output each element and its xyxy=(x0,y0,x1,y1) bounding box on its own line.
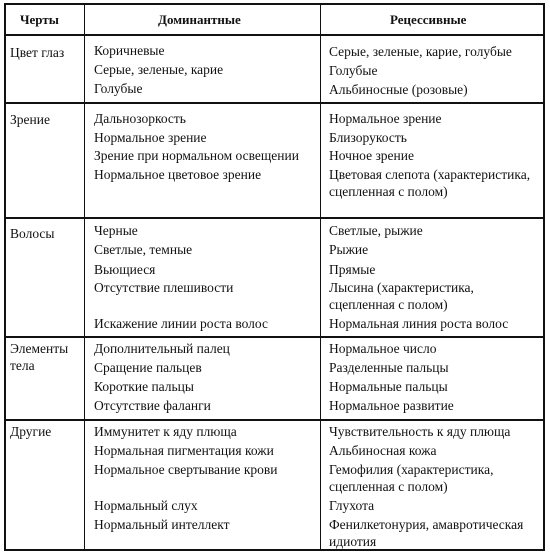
dominant-cell: Иммунитет к яду плюща xyxy=(94,424,237,439)
recessive-cell: Альбиносная кожа xyxy=(329,443,437,458)
recessive-cell: Цветовая слепота (характеристика, сцепленная с полом) xyxy=(329,167,531,199)
dominant-cell: Отсутствие фаланги xyxy=(94,398,211,413)
recessive-cell: Нормальное зрение xyxy=(329,111,442,126)
recessive-cell: Светлые, рыжие xyxy=(329,223,423,238)
dominant-cell: Короткие пальцы xyxy=(94,379,194,394)
header-traits: Черты xyxy=(20,12,59,27)
group-other xyxy=(6,421,543,549)
dominant-cell: Нормальный слух xyxy=(94,498,198,513)
dominant-cell: Черные xyxy=(94,223,138,238)
category-label: Зрение xyxy=(10,112,50,127)
recessive-cell: Разделенные пальцы xyxy=(329,360,449,375)
category-label: Другие xyxy=(10,424,52,439)
category-label: Волосы xyxy=(10,226,55,241)
dominant-cell: Голубые xyxy=(94,81,143,96)
recessive-cell: Рыжие xyxy=(329,242,369,257)
recessive-cell: Близорукость xyxy=(329,130,407,145)
dominant-cell: Нормальная пигментация кожи xyxy=(94,443,274,458)
recessive-cell: Альбиносные (розовые) xyxy=(329,82,468,97)
dominant-cell: Вьющиеся xyxy=(94,262,156,277)
recessive-cell: Глухота xyxy=(329,498,375,513)
dominant-cell: Сращение пальцев xyxy=(94,360,202,375)
dominant-cell: Нормальное цветовое зрение xyxy=(94,167,262,182)
recessive-cell: Нормальное число xyxy=(329,341,437,356)
dominant-cell: Дальнозоркость xyxy=(94,111,186,126)
dominant-cell: Зрение при нормальном освещении xyxy=(94,148,299,163)
category-label: Элементы тела xyxy=(10,341,69,373)
recessive-cell: Нормальное развитие xyxy=(329,398,454,413)
recessive-cell: Голубые xyxy=(329,63,378,78)
group-eye-color xyxy=(6,36,543,102)
table-header xyxy=(6,5,543,36)
recessive-cell: Фенилкетонурия, амавротическая идиотия xyxy=(329,517,524,549)
dominant-cell: Серые, зеленые, карие xyxy=(94,62,224,77)
header-dominant: Доминантные xyxy=(158,12,241,27)
category-label: Цвет глаз xyxy=(10,45,65,60)
dominant-cell: Отсутствие плешивости xyxy=(94,280,234,295)
dominant-cell: Нормальное зрение xyxy=(94,130,207,145)
dominant-cell: Нормальное свертывание крови xyxy=(94,462,278,477)
recessive-cell: Нормальные пальцы xyxy=(329,379,448,394)
recessive-cell: Чувствительность к яду плюща xyxy=(329,424,511,439)
recessive-cell: Прямые xyxy=(329,262,376,277)
dominant-cell: Искажение линии роста волос xyxy=(94,316,268,331)
dominant-cell: Нормальный интеллект xyxy=(94,517,230,532)
dominant-cell: Светлые, темные xyxy=(94,242,193,257)
dominant-cell: Дополнительный палец xyxy=(94,341,230,356)
dominant-cell: Коричневые xyxy=(94,43,165,58)
traits-table xyxy=(4,3,545,551)
recessive-cell: Лысина (характеристика, сцепленная с полом) xyxy=(329,280,474,312)
recessive-cell: Нормальная линия роста волос xyxy=(329,316,509,331)
recessive-cell: Гемофилия (характеристика, сцепленная с полом) xyxy=(329,462,494,494)
recessive-cell: Ночное зрение xyxy=(329,148,414,163)
group-body-parts xyxy=(6,338,543,419)
group-hair xyxy=(6,219,543,336)
group-vision xyxy=(6,104,543,217)
header-recessive: Рецессивные xyxy=(390,12,467,27)
recessive-cell: Серые, зеленые, карие, голубые xyxy=(329,44,512,59)
